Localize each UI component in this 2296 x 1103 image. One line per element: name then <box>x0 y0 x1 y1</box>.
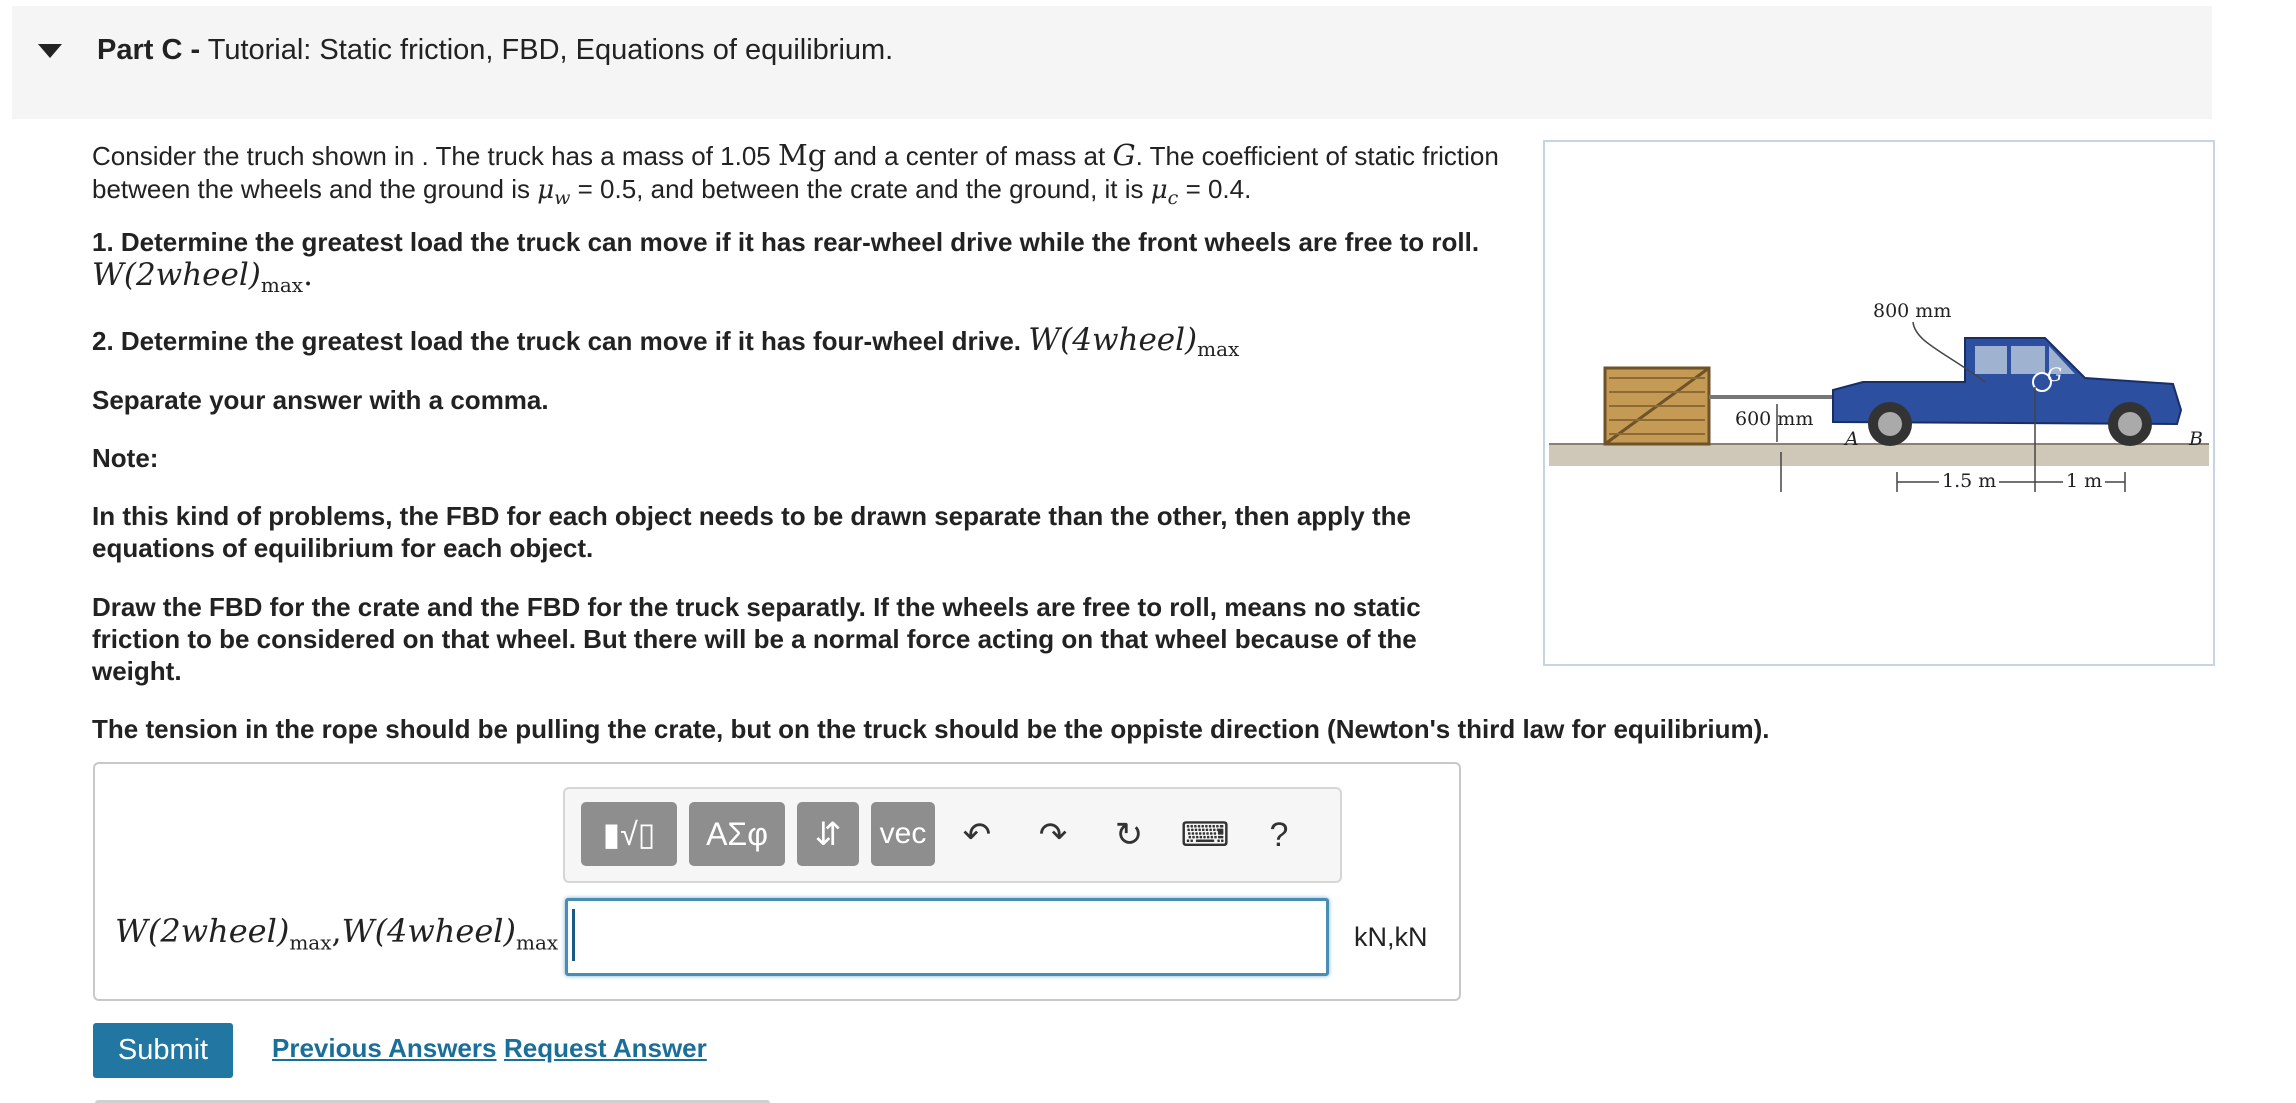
problem-figure <box>1543 140 2215 666</box>
ground <box>1549 444 2209 466</box>
note-line: friction to be considered on that wheel. But there will be a normal force acting on that wheel because of the <box>92 624 1417 654</box>
keyboard-icon[interactable]: ⌨ <box>1180 816 1230 854</box>
truck <box>1833 338 2181 446</box>
submit-button[interactable]: Submit <box>93 1023 233 1078</box>
previous-answers-link[interactable]: Previous Answers <box>272 1033 497 1063</box>
note-line: Draw the FBD for the crate and the FBD for the truck separatly. If the wheels are free to roll, means no static <box>92 592 1421 622</box>
part-label: Part C - <box>97 34 201 66</box>
templates-button[interactable]: ▮√▯ <box>581 802 677 866</box>
part-title-text: Tutorial: Static friction, FBD, Equations of equilibrium. <box>207 34 894 66</box>
note-line: The tension in the rope should be pulling the crate, but on the truck should be the oppiste direction (Newton's third law for equilibrium). <box>92 714 1770 744</box>
collapse-caret-icon[interactable] <box>38 44 62 58</box>
redo-icon[interactable]: ↷ <box>1038 816 1068 854</box>
request-answer-link[interactable]: Request Answer <box>504 1033 707 1063</box>
vec-button[interactable]: vec <box>871 802 935 866</box>
dim-800mm-label: 800 mm <box>1873 300 1952 322</box>
help-icon[interactable]: ? <box>1269 816 1289 854</box>
note-line: In this kind of problems, the FBD for each object needs to be drawn separate than the other, then apply the <box>92 501 1411 531</box>
problem-intro-line1: Consider the truch shown in . The truck has a mass of 1.05 Mg and a center of mass at G. The coefficient of static friction <box>92 138 1499 172</box>
separate-instruction: Separate your answer with a comma. <box>92 385 549 415</box>
point-g-label: G <box>2047 364 2063 386</box>
greek-button[interactable]: ΑΣφ <box>689 802 785 866</box>
dim-1-5m-label: 1.5 m <box>1939 470 1999 492</box>
problem-intro-line2: between the wheels and the ground is $\mu_w = 0.5$, and between the crate and the ground, it is $\mu_c = 0.4$. <box>92 174 1252 210</box>
question-1: 1. Determine the greatest load the truck can move if it has rear-wheel drive while the front wheels are free to roll. <box>92 227 1480 257</box>
truck-crate-diagram <box>1545 142 2213 664</box>
part-title[interactable] <box>97 34 893 67</box>
note-heading: Note: <box>92 443 159 473</box>
dim-1m-label: 1 m <box>2063 470 2105 492</box>
answer-input[interactable] <box>565 898 1329 976</box>
dim-600mm-label: 600 mm <box>1735 408 1814 430</box>
answer-units: kN,kN <box>1354 922 1428 952</box>
point-b-label: B <box>2189 428 2203 450</box>
question-1-symbol: $W(2wheel)_{max}$. <box>92 257 313 298</box>
undo-icon[interactable]: ↶ <box>962 816 992 854</box>
note-line: equations of equilibrium for each object. <box>92 533 594 563</box>
text-cursor <box>572 909 575 961</box>
crate <box>1605 368 1709 444</box>
arrows-button[interactable]: ⇵ <box>797 802 859 866</box>
question-2: 2. Determine the greatest load the truck can move if it has four-wheel drive. $W(4wheel)_{max}$ <box>92 322 1240 362</box>
point-a-label: A <box>1845 428 1859 450</box>
reset-icon[interactable]: ↻ <box>1114 816 1144 854</box>
answer-label: $W(2wheel)_{max},W(4wheel)_{max}$ <box>115 912 559 955</box>
note-line: weight. <box>92 656 182 686</box>
math-toolbar <box>563 787 1342 883</box>
